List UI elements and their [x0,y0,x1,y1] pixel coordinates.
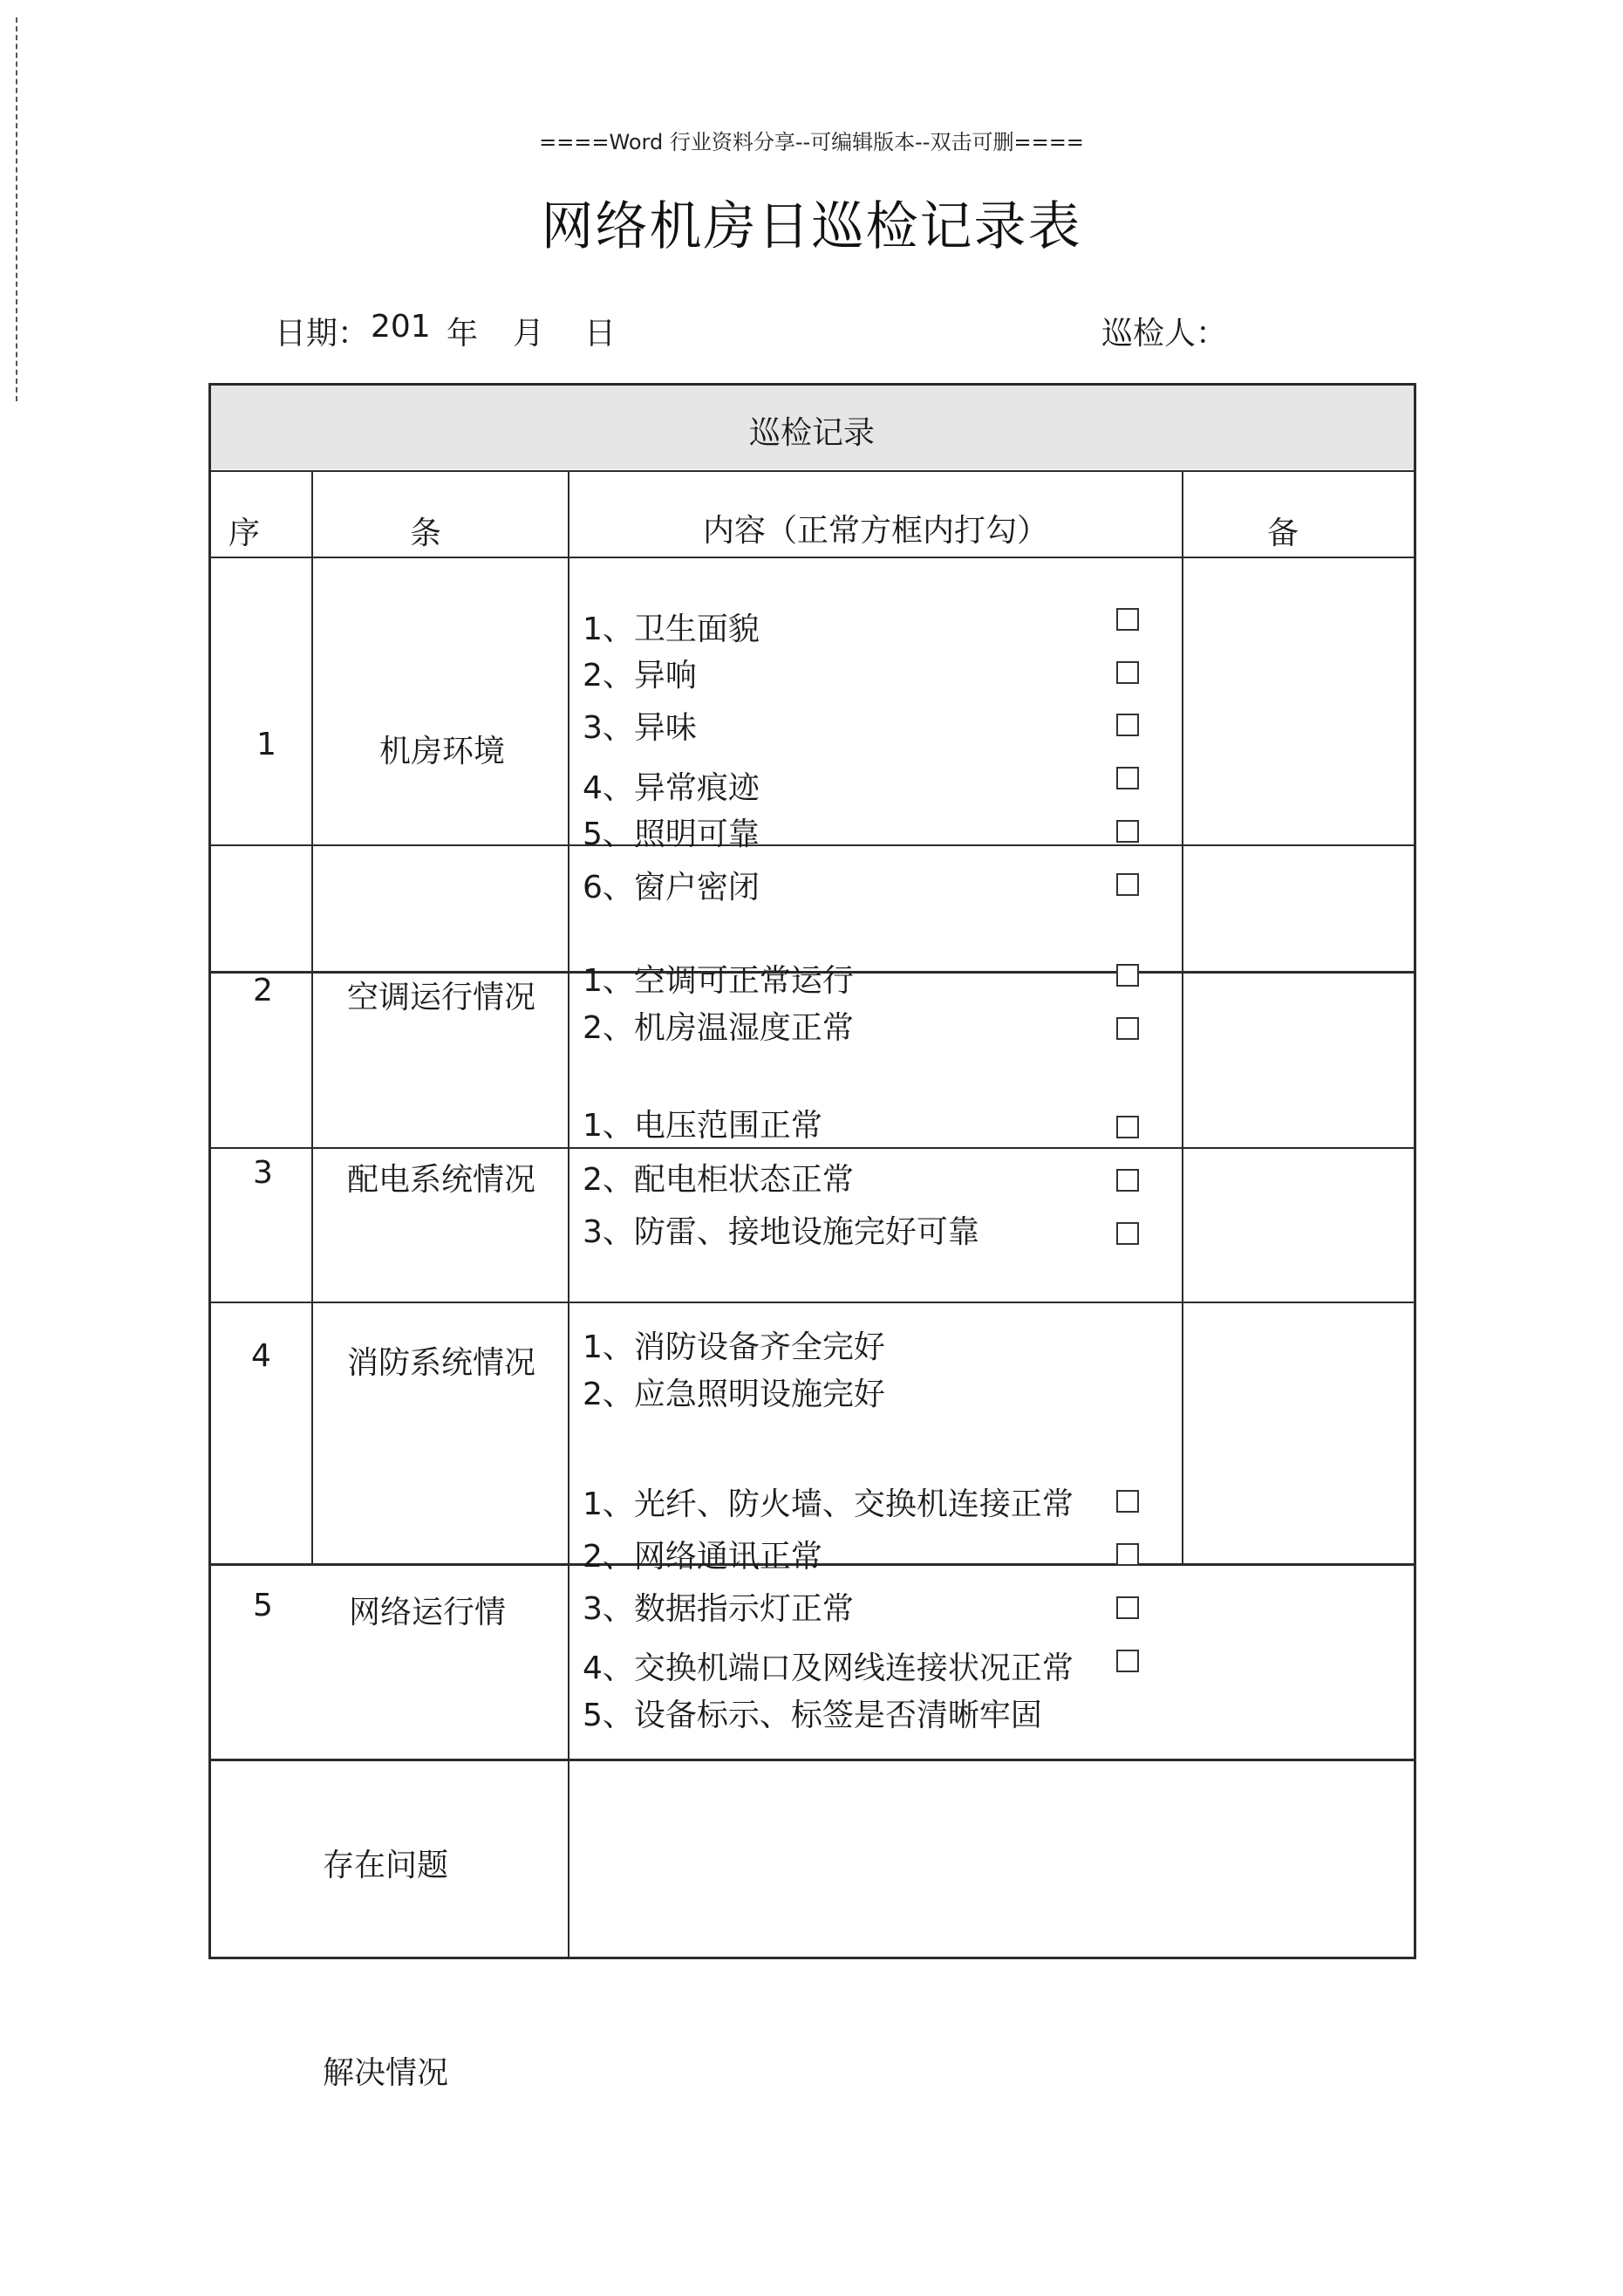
section-5-category: 网络运行情 [349,1595,507,1630]
section-3-item-2: 2、配电柜状态正常 [583,1162,854,1198]
section-1-category: 机房环境 [379,734,506,769]
section-1-item-5: 5、照明可靠 [583,817,760,852]
date-year-unit: 年 [447,316,479,352]
section-1-no: 1 [256,727,276,762]
section-5-item-1: 1、光纤、防火墙、交换机连接正常 [583,1486,1074,1522]
section-5-item-3: 3、数据指示灯正常 [583,1591,854,1627]
date-day-unit: 日 [584,316,617,352]
date-label: 日期： [275,316,370,352]
column-header-remarks: 备 [1267,516,1299,551]
section-1-item-2: 2、异响 [583,658,697,694]
section-4-no: 4 [251,1338,271,1374]
document-banner: ====Word 行业资料分享--可编辑版本--双击可删==== [539,130,1084,154]
date-month-unit: 月 [513,316,545,352]
problems-label: 存在问题 [323,1848,449,1883]
checkbox-2-1[interactable] [1116,964,1139,987]
section-4-item-1: 1、消防设备齐全完好 [583,1329,885,1365]
section-1-item-3: 3、异味 [583,710,697,746]
checkbox-3-2[interactable] [1116,1169,1139,1192]
section-5-item-2: 2、网络通讯正常 [583,1539,822,1575]
section-1-item-1: 1、卫生面貌 [583,612,760,647]
table-title: 巡检记录 [748,415,875,451]
checkbox-5-2[interactable] [1116,1543,1139,1566]
section-4-item-2: 2、应急照明设施完好 [583,1377,885,1412]
checkbox-1-5[interactable] [1116,820,1139,843]
checkbox-3-1[interactable] [1116,1116,1139,1138]
inspector-label: 巡检人： [1101,316,1228,352]
section-1-item-6: 6、窗户密闭 [583,870,760,905]
section-5-item-5: 5、设备标示、标签是否清晰牢固 [583,1698,1042,1733]
document-title: 网络机房日巡检记录表 [541,196,1082,257]
section-5-item-4: 4、交换机端口及网线连接状况正常 [583,1650,1074,1686]
section-2-no: 2 [253,973,273,1008]
section-3-item-1: 1、电压范围正常 [583,1108,822,1144]
section-1-item-4: 4、异常痕迹 [583,770,760,806]
problems-field[interactable] [571,1762,1412,1954]
section-2-category: 空调运行情况 [347,980,536,1015]
column-header-content: 内容（正常方框内打勾） [702,513,1048,549]
column-header-no: 序 [228,516,261,551]
checkbox-5-1[interactable] [1116,1490,1139,1513]
section-4-category: 消防系统情况 [347,1345,536,1381]
date-year-prefix[interactable]: 201 [371,309,431,345]
section-2-item-2: 2、机房温湿度正常 [583,1010,854,1046]
checkbox-5-3[interactable] [1116,1596,1139,1619]
checkbox-1-6[interactable] [1116,873,1139,896]
section-5-no: 5 [253,1588,273,1623]
column-header-category: 条 [410,516,442,551]
section-2-item-1: 1、空调可正常运行 [583,963,854,999]
section-3-category: 配电系统情况 [347,1162,536,1198]
checkbox-1-1[interactable] [1116,608,1139,631]
checkbox-1-4[interactable] [1116,767,1139,789]
resolution-label: 解决情况 [323,2055,449,2091]
checkbox-3-3[interactable] [1116,1222,1139,1245]
checkbox-2-2[interactable] [1116,1017,1139,1040]
checkbox-1-3[interactable] [1116,714,1139,736]
checkbox-5-4[interactable] [1116,1650,1139,1672]
section-3-no: 3 [253,1155,273,1191]
section-3-item-3: 3、防雷、接地设施完好可靠 [583,1214,979,1250]
checkbox-1-2[interactable] [1116,661,1139,684]
